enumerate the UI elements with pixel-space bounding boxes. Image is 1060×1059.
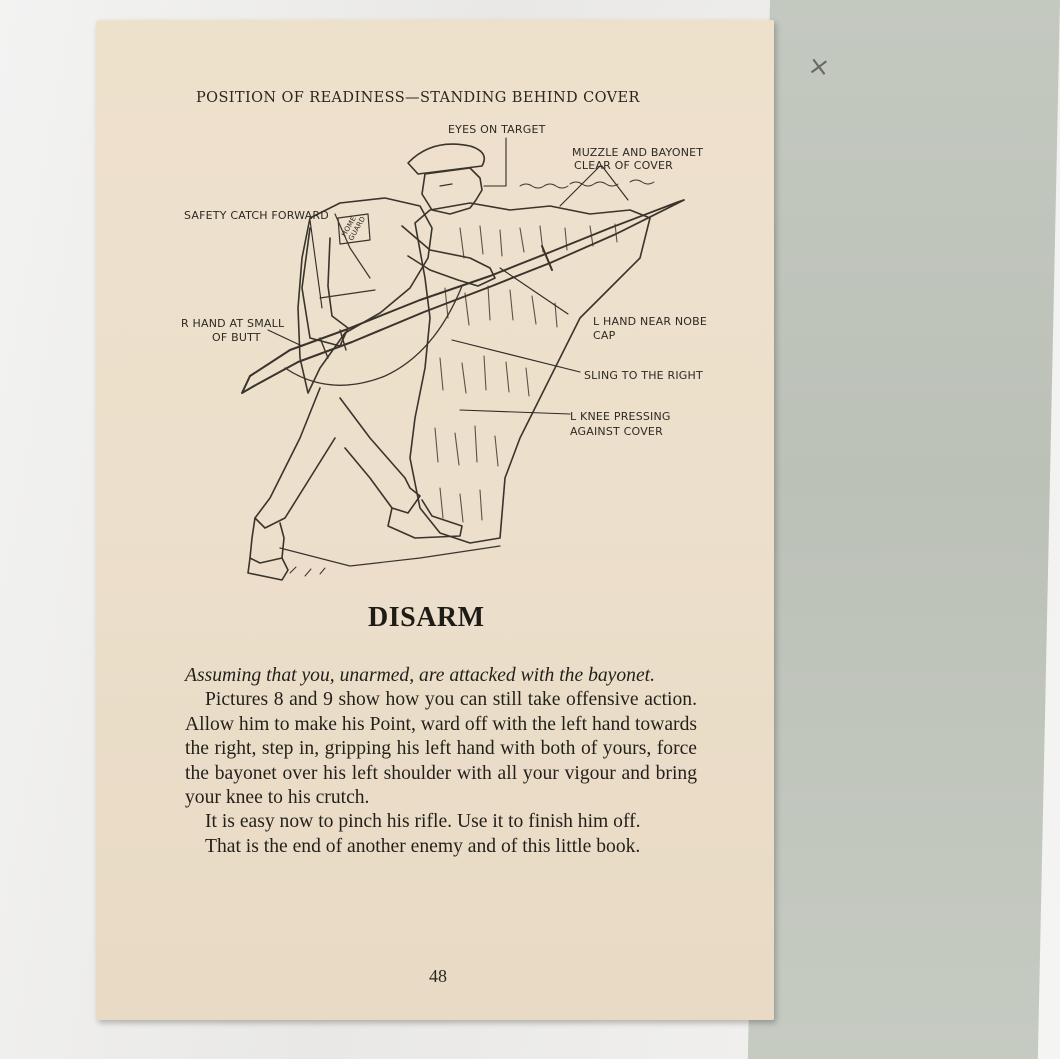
- callout-eyes-on-target: EYES ON TARGET: [448, 123, 546, 136]
- callout-muzzle-line1: MUZZLE AND BAYONET: [572, 146, 704, 159]
- front-leg: [340, 398, 420, 513]
- callout-r-hand-line1: R HAND AT SMALL: [181, 317, 285, 330]
- section-heading: DISARM: [368, 602, 485, 633]
- helmet: [408, 144, 484, 174]
- paragraph-pictures: Pictures 8 and 9 show how you can still take offensive action. Allow him to make his Point, ward off with the left hand towards the right, step in, gripping his left hand with both of yours, force the bayonet over his left shoulder with all your vigour and bring your knee to his crutch.: [185, 689, 697, 809]
- right-arm: [302, 228, 348, 346]
- running-head: POSITION OF READINESS—STANDING BEHIND COVER: [196, 90, 640, 106]
- face: [422, 168, 482, 214]
- soldier-illustration: [170, 118, 730, 598]
- back-cover: [748, 0, 1060, 1059]
- callout-sling: SLING TO THE RIGHT: [584, 369, 703, 382]
- callout-l-hand-line1: L HAND NEAR NOBE: [593, 315, 708, 328]
- arm-badge-text: HOME GUARD: [340, 215, 368, 243]
- callout-l-hand-line2: CAP: [593, 329, 616, 342]
- boot-front: [388, 500, 462, 538]
- paragraph-intro: Assuming that you, unarmed, are attacked with the bayonet.: [185, 665, 655, 686]
- callout-knee-line1: L KNEE PRESSING: [570, 410, 671, 423]
- rifle: [242, 253, 550, 393]
- paragraph-end: That is the end of another enemy and of this little book.: [205, 835, 641, 857]
- torso: [298, 198, 432, 393]
- callout-r-hand-line2: OF BUTT: [212, 331, 261, 344]
- callout-muzzle-line2: CLEAR OF COVER: [574, 159, 673, 172]
- back-leg: [255, 388, 335, 528]
- pencil-mark: ×: [806, 50, 832, 84]
- body-text: [185, 664, 697, 859]
- ground-line: [280, 546, 500, 566]
- sling: [285, 286, 462, 385]
- page-number: 48: [429, 966, 447, 986]
- callout-knee-line2: AGAINST COVER: [570, 425, 663, 438]
- paragraph-pinch-rifle: It is easy now to pinch his rifle. Use it to finish him off.: [205, 811, 641, 833]
- callout-safety-catch: SAFETY CATCH FORWARD: [184, 209, 329, 222]
